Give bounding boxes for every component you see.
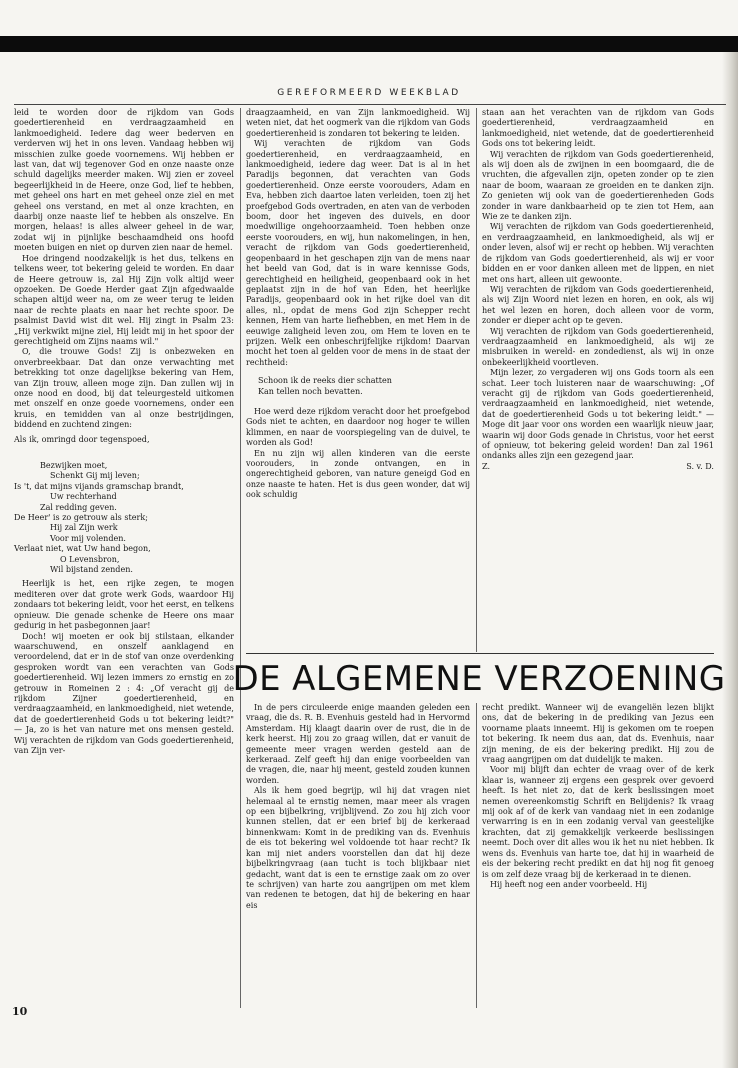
verse-line: Als ik, omringd door tegenspoed, (14, 434, 150, 444)
author-signature (482, 462, 714, 472)
verse-line: Uw rechterhand (50, 492, 117, 502)
signature-author: S. v. D. (686, 461, 714, 471)
top-edge-bar (0, 36, 738, 52)
verse-line: O Levensbron, (60, 554, 120, 564)
verse-line: Bezwijken moet, (40, 461, 108, 470)
signature-initial: Z. (482, 461, 491, 471)
verse-line: Zal redding geven. (40, 502, 117, 512)
paragraph: Wij verachten de rijkdom van Gods goedertierenheid, en verdraagzaamheid, en lankmoedigheid, iedere dag weer. Dat is al in het Paradijs begonnen, dat verachten van Gods goedertierenheid. Onze eerste voorouders, Adam en Eva, hebben zich daartoe laten verleiden, toen zij het proefgebod Gods overtraden, en aten van de verboden boom, door het ingeven des duivels, en door moedwillige ongehoorzaamheid. Toen hebben onze eerste voorouders, en wij, hun nakomelingen, in hen, veracht de rijkdom van Gods goedertierenheid, geopenbaard in het geschapen zijn van de mens naar het beeld van God, dat is in ware kennisse Gods, gerechtigheid en heiligheid, geopenbaard ook in het geplaatst zijn in de hof van Eden, het heerlijke Paradijs, geopenbaard ook in het rijke doel van dit alles, nl., opdat de mens God zijn Schepper recht kennen, Hem van harte liefhebben, en met Hem in de eeuwige zaligheid leven zou, om Hem te loven en te prijzen. Welk een onbeschrijfelijke rijkdom! Daarvan mocht het toen al gelden voor de mens in de staat der rechtheid: (246, 139, 470, 367)
paragraph: Hoe werd deze rijkdom veracht door het proefgebod Gods niet te achten, en daardoor nog hoger te willen klimmen, en naar de voorspiegeling van de duivel, te worden als God! (246, 406, 470, 448)
article-column-2 (246, 108, 470, 501)
paragraph: In de pers circuleerde enige maanden geleden een vraag, die ds. R. B. Evenhuis gesteld had in Hervormd Amsterdam. Hij klaagt daarin over de rust, die in de kerk heerst. Hij zou zo graag willen, dat er vanuit de gemeente meer vragen werden gesteld aan de kerkeraad. Zelf geeft hij dan enige voorbeelden van de vragen, die, naar hij meent, gesteld zouden kunnen worden. (246, 703, 470, 785)
paragraph: Als ik hem goed begrijp, wil hij dat vragen niet helemaal al te ernstig nemen, maar meer als vragen op een bijbelkring, vrijblijvend. Zo zou hij zich voor kunnen stellen, dat er een brief bij de kerkeraad binnenkwam: Komt in de prediking van ds. Evenhuis de eis tot bekering wel voldoende tot haar recht? Ik kan mij niet anders voorstellen dan dat hij deze bijbelkringvraag (aan tucht is toch blijkbaar niet gedacht, want dat is een te ernstige zaak om zo over te schrijven) van harte zou aangrijpen om met klem van redenen te betogen, dat hij de bekering en haar eis (246, 786, 470, 910)
verse-line: Hij zal Zijn werk (50, 523, 118, 533)
verse-line: Schenkt Gij mij leven; (50, 471, 140, 481)
verse-line: Kan tellen noch bevatten. (258, 386, 363, 396)
paragraph: Heerlijk is het, een rijke zegen, te mogen mediteren over dat grote werk Gods, waardoor Hij zondaars tot bekering leidt, voor het eerst, en telkens opnieuw. Die genade schenke de Heere ons maar gedurig in het pasbegonnen jaar! (14, 579, 234, 631)
verse-line: Wil bijstand zenden. (50, 565, 133, 575)
paragraph: Mijn lezer, zo vergaderen wij ons Gods toorn als een schat. Leer toch luisteren naar de waarschuwing: „Of veracht gij de rijkdom van Gods goedertierenheid, verdraagzaamheid en lankmoedigheid, niet wetende, dat de goedertierenheid Gods u tot bekering leidt." — Moge dit jaar voor ons worden een waarlijk nieuw jaar, waarin wij door Gods genade in Christus, voor het eerst of opnieuw, tot bekering geleid worden! Dan zal 1961 ondanks alles zijn een gezegend jaar. (482, 368, 714, 461)
paragraph: Wij verachten de rijkdom van Gods goedertierenheid, als wij Zijn Woord niet lezen en horen, en ook, als wij het wel lezen en horen, doch alleen voor de vorm, zonder er dieper acht op te geven. (482, 284, 714, 326)
paragraph: draagzaamheid, en van Zijn lankmoedigheid. Wij weten niet, dat het oogmerk van die rijkdom van Gods goedertierenheid is zondaren tot bekering te leiden. (246, 108, 470, 138)
paragraph: Wij verachten de rijkdom van Gods goedertierenheid, verdraagzaamheid en lankmoedigheid, als wij ze misbruiken in wereld- en zondedienst, als wij in onze onbekeerlijkheid voortleven. (482, 326, 714, 367)
paragraph: O, die trouwe Gods! Zij is onbezweken en onverbreekbaar. Dat dan onze verwachting met betrekking tot onze dagelijkse bekering van Hem, van Zijn trouw, alleen moge zijn. Dan zullen wij in onze nood en dood, bij dat teleurgesteld uitkomen met onszelf en onze goede voornemens, onder een kruis, en temidden van al onze bestrijdingen, biddend en zuchtend zingen: (14, 347, 234, 430)
article2-column-1 (246, 703, 470, 911)
page-number: 10 (12, 1005, 28, 1018)
paragraph: recht predikt. Wanneer wij de evangeliën lezen blijkt ons, dat de bekering in de prediking van Jezus een voorname plaats inneemt. Hij is gekomen om te roepen tot bekering. Ik neem dus aan, dat ds. Evenhuis, naar zijn mening, de eis der bekering predikt. Hij zou de vraag aangrijpen om dat duidelijk te maken. (482, 703, 714, 765)
paragraph: Doch! wij moeten er ook bij stilstaan, elkander waarschuwend, en onszelf aanklagend en veroordelend, dat er in de stof van onze overdenking gesproken wordt van een verachten van Gods goedertierenheid. Wij lezen immers zo ernstig en zo getrouw in Romeinen 2 : 4: „Of veracht gij de rijkdom Zijner goedertierenheid, en verdraagzaamheid, en lankmoedigheid, niet wetende, dat de goedertierenheid Gods u tot bekering leidt?" — Ja, zo is het van nature met ons mensen gesteld. Wij verachten de rijkdom van Gods goedertierenheid, van Zijn ver- (14, 631, 234, 755)
article-title: DE ALGEMENE VERZOENING (232, 659, 726, 699)
paragraph: staan aan het verachten van de rijkdom van Gods goedertierenheid, verdraagzaamheid en lankmoedigheid, niet wetende, dat de goedertierenheid Gods ons tot bekering leidt. (482, 108, 714, 149)
page-edge-shadow (722, 52, 738, 1068)
header-rule (14, 104, 726, 105)
paragraph: leid te worden door de rijkdom van Gods goedertierenheid en verdraagzaamheid en lankmoedigheid. Iedere dag weer bederven en verderven wij het in ons leven. Vandaag hebben wij misschien zulke goede voornemens. Wij hebben er last van, dat wij tegenover God en onze naaste onze schuld dagelijks meerder maken. Wij zien er zoveel begeerlijkheid in de Heere, onze God, lief te hebben, met geheel ons hart en met geheel onze ziel en met geheel ons verstand, en met al onze krachten, en daarbij onze naaste lief te hebben als onszelve. En morgen, helaas! is alles alweer geheel in de war, zodat wij in pijnlijke beschaamdheid ons hoofd moeten buigen en niet op durven zien naar de hemel. (14, 108, 234, 253)
psalm-verse (14, 435, 234, 576)
paragraph: Wij verachten de rijkdom van Gods goedertierenheid, als wij doen als de zwijnen in een boomgaard, die de vruchten, die afgevallen zijn, opeten zonder op te zien naar de boom, waaraan ze groeiden en te danken zijn. Zo genieten wij ook van de goedertierenheden Gods zonder in ware dankbaarheid op te zien tot Hem, aan Wie ze te danken zijn. (482, 149, 714, 222)
verse-line: Schoon ik de reeks dier schatten (258, 376, 392, 386)
paragraph: Hoe dringend noodzakelijk is het dus, telkens en telkens weer, tot bekering geleid te worden. En daar de Heere getrouw is, zal Hij Zijn volk altijd weer opzoeken. De Goede Herder gaat Zijn afgedwaalde schapen altijd weer na, om ze weer terug te leiden naar de rechte plaats en naar het rechte spoor. De psalmist David wist dit wel. Hij zingt in Psalm 23: „Hij verkwikt mijne ziel, Hij leidt mij in het spoor der gerechtigheid om Zijns naams wil." (14, 253, 234, 346)
running-header: GEREFORMEERD WEEKBLAD (277, 88, 461, 98)
column-divider (476, 108, 477, 652)
article-separator-rule (246, 653, 714, 654)
column-divider (476, 703, 477, 1008)
article2-column-2 (482, 703, 714, 890)
article-column-1 (14, 108, 234, 756)
quoted-verse (246, 376, 470, 397)
paragraph: Hij heeft nog een ander voorbeeld. Hij (490, 879, 648, 889)
verse-line: Is 't, dat mijns vijands gramschap brandt, (14, 481, 184, 491)
verse-line: Verlaat niet, wat Uw hand begon, (14, 544, 151, 554)
verse-line: De Heer' is zo getrouw als sterk; (14, 513, 148, 523)
paragraph: Wij verachten de rijkdom van Gods goedertierenheid, en verdraagzaamheid, en lankmoedigheid, als wij er onder leven, alsof wij er recht op hebben. Wij verachten de rijkdom van Gods goedertierenheid, als wij er voor bidden en er voor danken alleen met de lippen, en niet met ons hart, alleen uit gewoonte. (482, 222, 714, 284)
paragraph: En nu zijn wij allen kinderen van die eerste voorouders, in zonde ontvangen, en in ongerechtigheid geboren, van nature geneigd God en onze naaste te haten. Het is dus geen wonder, dat wij ook schuldig (246, 448, 470, 500)
column-divider (240, 108, 241, 1008)
article-column-3 (482, 108, 714, 472)
paragraph: Voor mij blijft dan echter de vraag over of de kerk klaar is, wanneer zij ergens een gesprek over gevoerd heeft. Is het niet zo, dat de kerk beslissingen moet nemen overeenkomstig Schrift en Belijdenis? Ik vraag mij ook af of de kerk van vandaag niet in een zodanige verwarring is en in een zodanig verval van geestelijke krachten, dat zij gemakkelijk verkeerde beslissingen neemt. Doch over dit alles wou ik het nu niet hebben. Ik wens ds. Evenhuis van harte toe, dat hij in waarheid de eis der bekering recht predikt en dat hij nog fit genoeg is om zelf deze vraag bij de kerkeraad in te dienen. (482, 765, 714, 879)
verse-line: Voor mij volenden. (50, 533, 126, 543)
